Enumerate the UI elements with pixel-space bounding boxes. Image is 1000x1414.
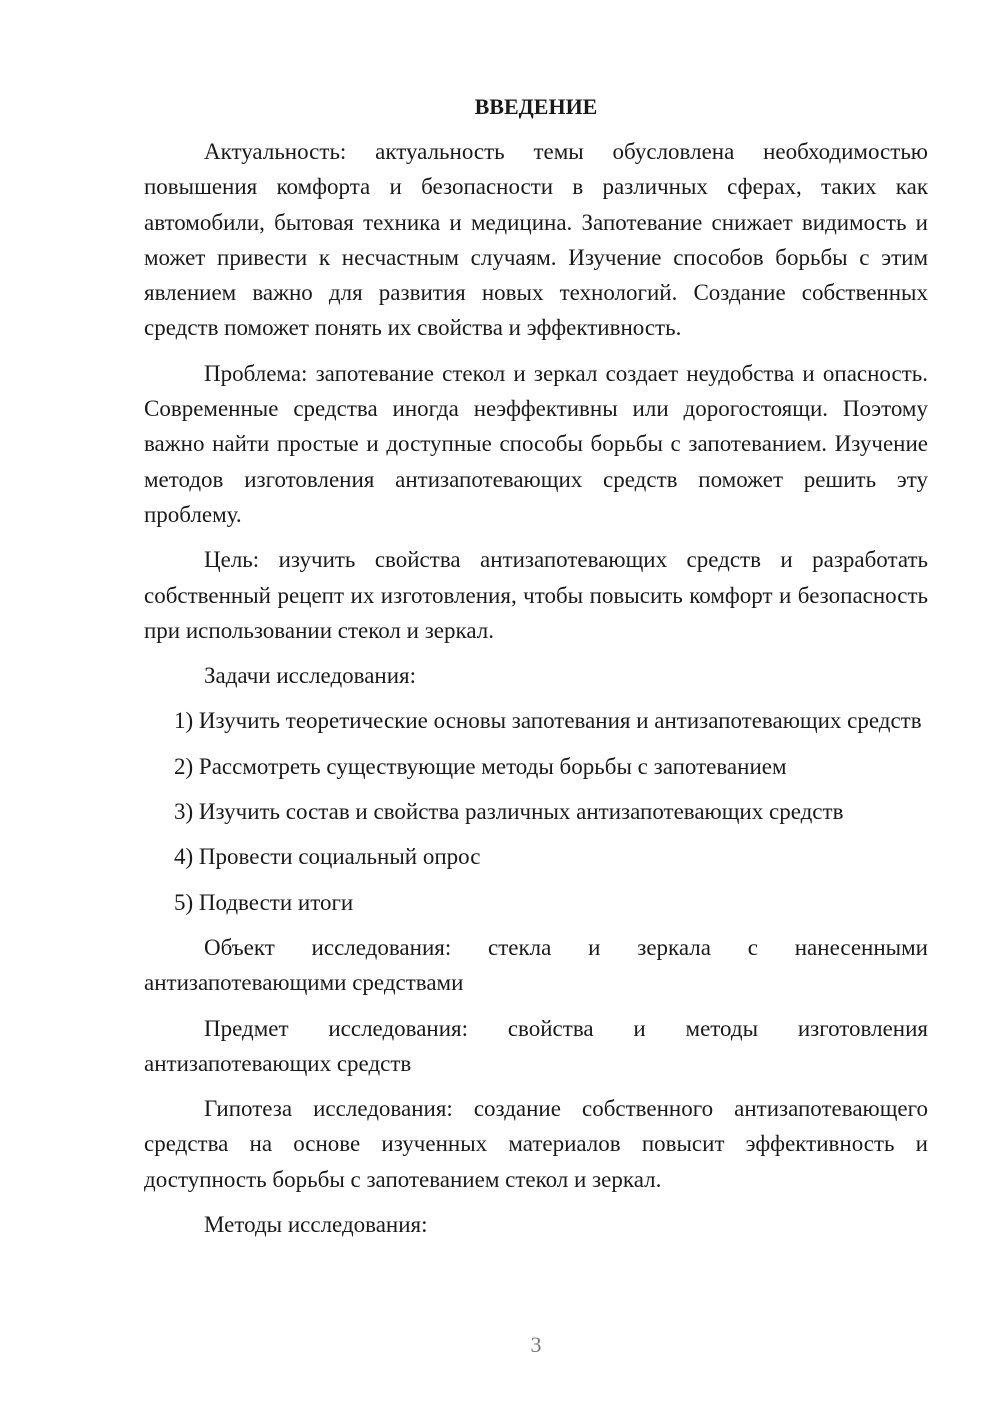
- task-item-4: 4) Провести социальный опрос: [174, 844, 481, 870]
- task-item-3: 3) Изучить состав и свойства различных антизапотевающих средств: [174, 799, 844, 825]
- section-heading: ВВЕДЕНИЕ: [474, 94, 598, 119]
- tasks-heading: Задачи исследования:: [204, 663, 417, 689]
- task-item-2: 2) Рассмотреть существующие методы борьбы с запотеванием: [174, 753, 787, 779]
- document-page: [144, 92, 928, 1252]
- paragraph-goal: Цель: изучить свойства антизапотевающих средств и разработать собственный рецепт их изготовления, чтобы повысить комфорт и безопасность при использовании стекол и зеркал.: [144, 547, 928, 643]
- task-item-1: 1) Изучить теоретические основы запотевания и антизапотевающих средств: [174, 708, 922, 734]
- paragraph-object: Объект исследования: стекла и зеркала с нанесенными антизапотевающими средствами: [144, 934, 928, 996]
- paragraph-hypothesis: Гипотеза исследования: создание собственного антизапотевающего средства на основе изученных материалов повысит эффективность и доступность борьбы с запотеванием стекол и зеркал.: [144, 1096, 928, 1192]
- task-item-5: 5) Подвести итоги: [174, 889, 354, 915]
- paragraph-subject: Предмет исследования: свойства и методы изготовления антизапотевающих средств: [144, 1015, 928, 1076]
- paragraph-problem: Проблема: запотевание стекол и зеркал создает неудобства и опасность. Современные средства иногда неэффективны или дорогостоящи. Поэтому важно найти простые и доступные способы борьбы с запотеванием. Изучение методов изготовления антизапотевающих средств поможет решить эту проблему.: [144, 360, 928, 527]
- paragraph-methods: Методы исследования:: [204, 1212, 428, 1238]
- page-number: 3: [530, 1332, 542, 1357]
- paragraph-relevance: Актуальность: актуальность темы обусловлена необходимостью повышения комфорта и безопасности в различных сферах, таких как автомобили, бытовая техника и медицина. Запотевание снижает видимость и может привести к несчастным случаям. Изучение способов борьбы с этим явлением важно для развития новых технологий. Создание собственных средств поможет понять их свойства и эффективность.: [144, 139, 928, 341]
